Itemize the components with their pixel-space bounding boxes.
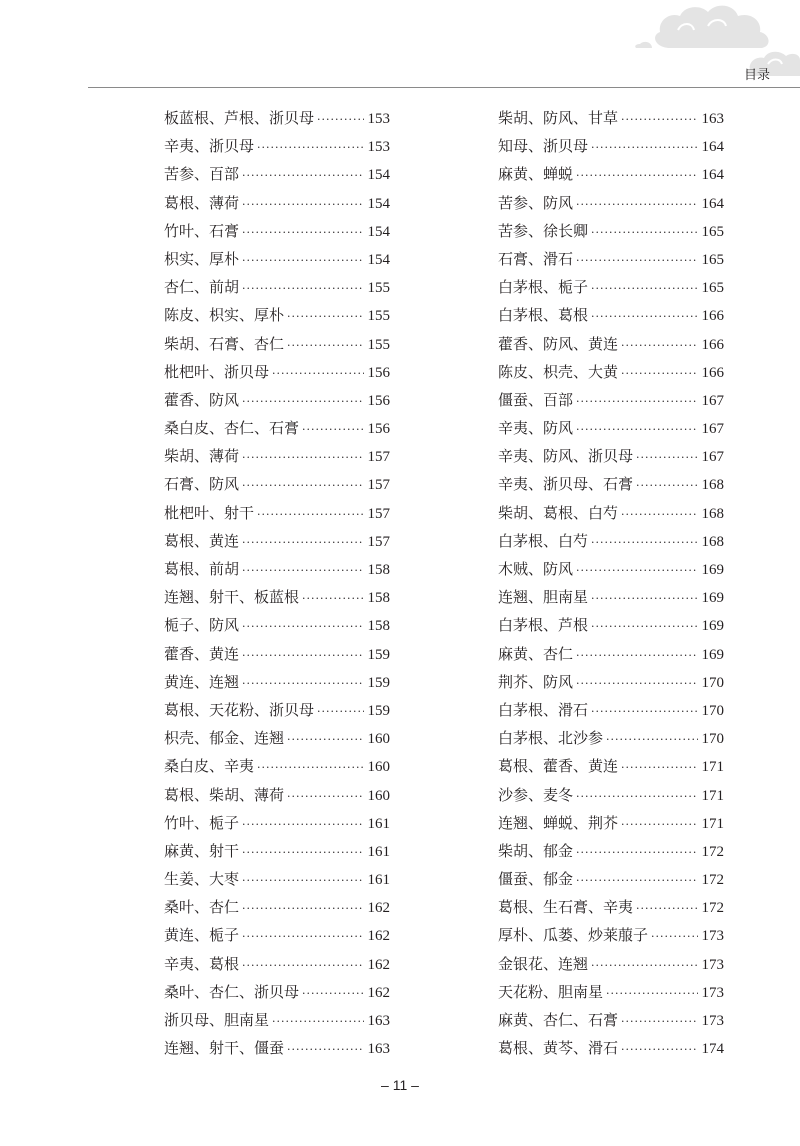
toc-entry-title: 葛根、前胡 (164, 560, 240, 578)
toc-entry[interactable] (498, 950, 724, 978)
dot-leader (636, 472, 697, 500)
toc-entry-title: 葛根、薄荷 (164, 193, 240, 212)
dot-leader (621, 106, 697, 134)
toc-entry[interactable] (164, 358, 390, 386)
dot-leader (317, 698, 363, 726)
toc-entry-page: 157 (367, 477, 390, 494)
toc-entry-page: 162 (367, 928, 390, 945)
toc-entry[interactable] (498, 104, 724, 132)
toc-entry-title: 木贼、防风 (498, 560, 574, 578)
dot-leader (576, 388, 697, 416)
toc-entry[interactable] (164, 696, 390, 724)
toc-entry[interactable] (164, 611, 390, 639)
dot-leader (242, 811, 363, 839)
toc-entry[interactable] (164, 386, 390, 414)
toc-entry-page: 159 (367, 646, 390, 663)
toc-entry[interactable] (164, 724, 390, 752)
toc-entry-page: 158 (367, 590, 390, 607)
toc-entry-page: 153 (367, 139, 390, 156)
toc-entry-title: 枳实、厚朴 (164, 249, 240, 268)
header-title: 目录 (743, 68, 770, 83)
toc-entry[interactable] (498, 555, 724, 583)
toc-entry-page: 159 (367, 674, 390, 691)
dot-leader (317, 106, 363, 134)
toc-entry-title: 桑白皮、杏仁、石膏 (164, 419, 300, 438)
toc-entry-page: 157 (367, 533, 390, 550)
toc-entry-title: 藿香、黄连 (164, 644, 240, 663)
dot-leader (242, 191, 363, 219)
toc-entry-title: 连翘、射干、僵蚕 (164, 1039, 285, 1058)
dot-leader (576, 557, 697, 585)
dot-leader (576, 867, 697, 895)
toc-entry-title: 葛根、藿香、黄连 (498, 757, 619, 776)
toc-entry[interactable] (498, 752, 724, 780)
toc-entry-title: 沙参、麦冬 (498, 785, 574, 804)
toc-entry-page: 156 (367, 421, 390, 438)
toc-entry-page: 173 (701, 984, 724, 1001)
toc-entry-title: 天花粉、胆南星 (498, 982, 604, 1001)
toc-entry-title: 金银花、连翘 (498, 954, 589, 973)
toc-entry-page: 167 (701, 449, 724, 466)
toc-entry-title: 辛夷、浙贝母、石膏 (498, 475, 634, 494)
dot-leader (576, 162, 697, 190)
toc-entry[interactable] (498, 921, 724, 949)
toc-entry[interactable] (164, 273, 390, 301)
toc-entry-title: 石膏、滑石 (498, 249, 574, 268)
toc-entry[interactable] (498, 160, 724, 188)
dot-leader (576, 416, 697, 444)
toc-entry-title: 白茅根、芦根 (498, 616, 589, 635)
dot-leader (591, 275, 697, 303)
toc-entry-page: 153 (367, 111, 390, 127)
toc-entry-page: 171 (701, 815, 724, 832)
toc-entry-title: 苦参、防风 (498, 193, 574, 212)
toc-entry-title: 杏仁、前胡 (164, 278, 240, 297)
toc-entry-title: 苦参、百部 (164, 165, 240, 184)
toc-entry-title: 葛根、柴胡、薄荷 (164, 785, 285, 804)
dot-leader (257, 501, 363, 529)
toc-entry[interactable] (164, 893, 390, 921)
toc-entry[interactable] (164, 555, 390, 583)
dot-leader (242, 895, 363, 923)
dot-leader (591, 613, 697, 641)
toc-entry-title: 麻黄、杏仁 (498, 644, 574, 663)
dot-leader (242, 472, 363, 500)
toc-entry-page: 164 (701, 167, 724, 184)
toc-entry-title: 葛根、黄连 (164, 531, 240, 550)
dot-leader (242, 952, 363, 980)
toc-entry[interactable] (164, 640, 390, 668)
toc-entry-title: 白茅根、北沙参 (498, 729, 604, 748)
dot-leader (621, 1008, 697, 1036)
toc-entry-page: 167 (701, 421, 724, 438)
dot-leader (636, 444, 697, 472)
toc-entry-title: 柴胡、薄荷 (164, 447, 240, 466)
toc-entry-title: 葛根、生石膏、辛夷 (498, 898, 634, 917)
dot-leader (242, 557, 363, 585)
toc-entry[interactable] (164, 499, 390, 527)
toc-entry-page: 157 (367, 505, 390, 522)
dot-leader (621, 501, 697, 529)
toc-entry-page: 162 (367, 984, 390, 1001)
toc-entry-title: 陈皮、枳壳、大黄 (498, 362, 619, 381)
toc-entry-page: 168 (701, 477, 724, 494)
toc-entry-title: 石膏、防风 (164, 475, 240, 494)
toc-entry-page: 169 (701, 646, 724, 663)
toc-entry-page: 165 (701, 223, 724, 240)
toc-entry-title: 知母、浙贝母 (498, 137, 589, 156)
toc-entry[interactable] (164, 1034, 390, 1062)
toc-entry-title: 枇杷叶、射干 (164, 503, 255, 522)
toc-entry[interactable] (498, 724, 724, 752)
toc-entry[interactable] (498, 640, 724, 668)
toc-entry-title: 竹叶、栀子 (164, 813, 240, 832)
dot-leader (576, 670, 697, 698)
toc-entry[interactable] (164, 837, 390, 865)
dot-leader (287, 332, 363, 360)
toc-entry[interactable] (498, 893, 724, 921)
toc-entry-title: 板蓝根、芦根、浙贝母 (164, 109, 315, 127)
toc-entry-title: 桑叶、杏仁 (164, 898, 240, 917)
toc-entry-title: 苦参、徐长卿 (498, 221, 589, 240)
toc-entry-title: 连翘、胆南星 (498, 588, 589, 607)
toc-entry[interactable] (164, 189, 390, 217)
toc-entry-page: 167 (701, 392, 724, 409)
toc-entry[interactable] (498, 273, 724, 301)
toc-entry-title: 葛根、天花粉、浙贝母 (164, 700, 315, 719)
dot-leader (287, 726, 363, 754)
toc-entry[interactable] (498, 1006, 724, 1034)
dot-leader (591, 219, 697, 247)
toc-entry-page: 165 (701, 251, 724, 268)
dot-leader (606, 726, 697, 754)
dot-leader (591, 585, 697, 613)
dot-leader (621, 360, 697, 388)
toc-entry[interactable] (498, 781, 724, 809)
toc-entry-page: 160 (367, 731, 390, 748)
toc-entry[interactable] (498, 499, 724, 527)
toc-entry-page: 161 (367, 872, 390, 889)
toc-entry-page: 154 (367, 195, 390, 212)
toc-entry-page: 157 (367, 449, 390, 466)
toc-entry-page: 172 (701, 872, 724, 889)
toc-entry[interactable] (164, 583, 390, 611)
toc-entry[interactable] (164, 217, 390, 245)
toc-entry[interactable] (498, 1034, 724, 1062)
toc-entry-title: 栀子、防风 (164, 616, 240, 635)
toc-entry-page: 161 (367, 815, 390, 832)
toc-entry-page: 159 (367, 702, 390, 719)
toc-entry[interactable] (164, 160, 390, 188)
toc-entry-page: 168 (701, 533, 724, 550)
toc-entry-title: 浙贝母、胆南星 (164, 1011, 270, 1029)
dot-leader (621, 811, 697, 839)
toc-entry[interactable] (498, 217, 724, 245)
dot-leader (272, 360, 363, 388)
dot-leader (636, 895, 697, 923)
dot-leader (591, 952, 697, 980)
toc-entry-page: 155 (367, 280, 390, 297)
toc-entry-page: 172 (701, 900, 724, 917)
dot-leader (606, 980, 697, 1008)
cloud-ornament-icon (600, 0, 800, 90)
toc-entry-page: 164 (701, 139, 724, 156)
toc-entry-page: 160 (367, 759, 390, 776)
toc-entry[interactable] (164, 301, 390, 329)
toc-entry[interactable] (498, 583, 724, 611)
toc-entry[interactable] (498, 189, 724, 217)
toc-entry-title: 连翘、蝉蜕、荆芥 (498, 813, 619, 832)
toc-entry-title: 辛夷、防风 (498, 419, 574, 438)
toc-entry[interactable] (498, 386, 724, 414)
toc-entry-page: 163 (367, 1041, 390, 1058)
toc-entry-page: 174 (701, 1041, 724, 1058)
toc-entry-page: 156 (367, 392, 390, 409)
dot-leader (242, 444, 363, 472)
toc-entry[interactable] (498, 837, 724, 865)
dot-leader (576, 642, 697, 670)
toc-entry[interactable] (498, 668, 724, 696)
toc-entry[interactable] (498, 470, 724, 498)
toc-entry[interactable] (164, 442, 390, 470)
dot-leader (576, 783, 697, 811)
toc-entry-page: 173 (701, 928, 724, 945)
toc-entry-title: 枇杷叶、浙贝母 (164, 362, 270, 381)
toc-entry-title: 麻黄、蝉蜕 (498, 165, 574, 184)
toc-entry[interactable] (498, 978, 724, 1006)
toc-entry-page: 168 (701, 505, 724, 522)
toc-entry[interactable] (164, 330, 390, 358)
toc-entry-title: 藿香、防风 (164, 390, 240, 409)
toc-entry-page: 163 (701, 111, 724, 127)
toc-entry-title: 厚朴、瓜蒌、炒莱菔子 (498, 926, 649, 945)
toc-entry-title: 白茅根、葛根 (498, 306, 589, 325)
toc-entry-title: 柴胡、葛根、白芍 (498, 503, 619, 522)
toc-entry[interactable] (498, 330, 724, 358)
toc-entry-title: 僵蚕、郁金 (498, 870, 574, 889)
dot-leader (576, 191, 697, 219)
dot-leader (302, 585, 363, 613)
dot-leader (576, 247, 697, 275)
toc-entry-title: 枳壳、郁金、连翘 (164, 729, 285, 748)
dot-leader (591, 698, 697, 726)
page-number: – 11 – (381, 1077, 419, 1093)
dot-leader (302, 416, 363, 444)
dot-leader (257, 134, 363, 162)
toc-entry-page: 166 (701, 364, 724, 381)
toc-entry-title: 竹叶、石膏 (164, 221, 240, 240)
toc-entry-title: 辛夷、防风、浙贝母 (498, 447, 634, 466)
toc-entry-page: 163 (367, 1013, 390, 1029)
toc-entry-title: 麻黄、杏仁、石膏 (498, 1011, 619, 1029)
toc-entry[interactable] (498, 696, 724, 724)
toc-entry[interactable] (164, 668, 390, 696)
toc-entry-title: 白茅根、栀子 (498, 278, 589, 297)
toc-entry-page: 173 (701, 956, 724, 973)
toc-entry-title: 白茅根、滑石 (498, 700, 589, 719)
toc-column-left (164, 104, 390, 1062)
toc-entry[interactable] (498, 245, 724, 273)
toc-entry-title: 葛根、黄芩、滑石 (498, 1039, 619, 1058)
dot-leader (242, 275, 363, 303)
toc-entry[interactable] (164, 752, 390, 780)
toc-entry-page: 158 (367, 618, 390, 635)
toc-entry-page: 165 (701, 280, 724, 297)
dot-leader (242, 247, 363, 275)
dot-leader (242, 867, 363, 895)
toc-entry-page: 170 (701, 702, 724, 719)
dot-leader (302, 980, 363, 1008)
dot-leader (242, 388, 363, 416)
toc-entry-title: 柴胡、防风、甘草 (498, 109, 619, 127)
toc-entry-title: 柴胡、郁金 (498, 841, 574, 860)
dot-leader (591, 134, 697, 162)
toc-entry-title: 桑白皮、辛夷 (164, 757, 255, 776)
toc-entry-page: 155 (367, 308, 390, 325)
dot-leader (621, 754, 697, 782)
toc-entry-title: 黄连、连翘 (164, 672, 240, 691)
dot-leader (242, 162, 363, 190)
toc-entry-title: 麻黄、射干 (164, 841, 240, 860)
dot-leader (242, 613, 363, 641)
toc-entry[interactable] (498, 358, 724, 386)
dot-leader (621, 1036, 697, 1064)
toc-entry-page: 172 (701, 843, 724, 860)
toc-entry[interactable] (164, 527, 390, 555)
toc-entry-page: 156 (367, 364, 390, 381)
toc-entry-title: 陈皮、枳实、厚朴 (164, 306, 285, 325)
dot-leader (287, 1036, 363, 1064)
dot-leader (242, 529, 363, 557)
toc-entry-title: 藿香、防风、黄连 (498, 334, 619, 353)
toc-entry-title: 荆芥、防风 (498, 672, 574, 691)
dot-leader (242, 839, 363, 867)
toc-entry[interactable] (498, 442, 724, 470)
toc-entry-title: 桑叶、杏仁、浙贝母 (164, 982, 300, 1001)
toc-entry[interactable] (498, 132, 724, 160)
dot-leader (287, 783, 363, 811)
header-divider (88, 87, 800, 88)
toc-entry-page: 166 (701, 308, 724, 325)
toc-entry[interactable] (498, 301, 724, 329)
dot-leader (242, 219, 363, 247)
toc-entry[interactable] (164, 978, 390, 1006)
toc-entry[interactable] (164, 470, 390, 498)
toc-entry-page: 170 (701, 731, 724, 748)
toc-entry-page: 169 (701, 618, 724, 635)
toc-entry-page: 162 (367, 900, 390, 917)
dot-leader (242, 642, 363, 670)
dot-leader (257, 754, 363, 782)
toc-entry-title: 柴胡、石膏、杏仁 (164, 334, 285, 353)
toc-entry-title: 黄连、栀子 (164, 926, 240, 945)
dot-leader (591, 529, 697, 557)
toc-entry-page: 160 (367, 787, 390, 804)
toc-entry-title: 僵蚕、百部 (498, 390, 574, 409)
toc-entry[interactable] (164, 781, 390, 809)
toc-entry-page: 170 (701, 674, 724, 691)
dot-leader (621, 332, 697, 360)
toc-entry-page: 169 (701, 590, 724, 607)
toc-entry-page: 161 (367, 843, 390, 860)
toc-entry[interactable] (498, 414, 724, 442)
toc-entry[interactable] (498, 611, 724, 639)
toc-entry[interactable] (164, 132, 390, 160)
toc-entry-page: 154 (367, 223, 390, 240)
toc-entry[interactable] (498, 865, 724, 893)
dot-leader (576, 839, 697, 867)
toc-entry-page: 162 (367, 956, 390, 973)
toc-entry-page: 158 (367, 562, 390, 578)
toc-entry[interactable] (164, 809, 390, 837)
dot-leader (651, 923, 697, 951)
toc-entry-page: 169 (701, 562, 724, 578)
toc-entry[interactable] (164, 950, 390, 978)
toc-entry-page: 154 (367, 167, 390, 184)
toc-entry-page: 166 (701, 336, 724, 353)
toc-entry-page: 154 (367, 251, 390, 268)
toc-entry[interactable] (164, 245, 390, 273)
dot-leader (591, 303, 697, 331)
dot-leader (272, 1008, 363, 1036)
dot-leader (242, 923, 363, 951)
toc-entry-title: 辛夷、浙贝母 (164, 137, 255, 156)
toc-entry[interactable] (164, 865, 390, 893)
toc-entry-page: 173 (701, 1013, 724, 1029)
toc-entry-title: 辛夷、葛根 (164, 954, 240, 973)
toc-entry[interactable] (164, 921, 390, 949)
dot-leader (242, 670, 363, 698)
toc-entry[interactable] (164, 414, 390, 442)
toc-entry-title: 白茅根、白芍 (498, 531, 589, 550)
dot-leader (287, 303, 363, 331)
toc-entry-page: 164 (701, 195, 724, 212)
toc-entry[interactable] (164, 104, 390, 132)
toc-column-right (498, 104, 724, 1062)
toc-entry-page: 171 (701, 787, 724, 804)
toc-entry-title: 连翘、射干、板蓝根 (164, 588, 300, 607)
toc-entry-title: 生姜、大枣 (164, 870, 240, 889)
toc-entry-page: 155 (367, 336, 390, 353)
toc-entry[interactable] (498, 809, 724, 837)
toc-entry[interactable] (164, 1006, 390, 1034)
toc-entry-page: 171 (701, 759, 724, 776)
toc-entry[interactable] (498, 527, 724, 555)
